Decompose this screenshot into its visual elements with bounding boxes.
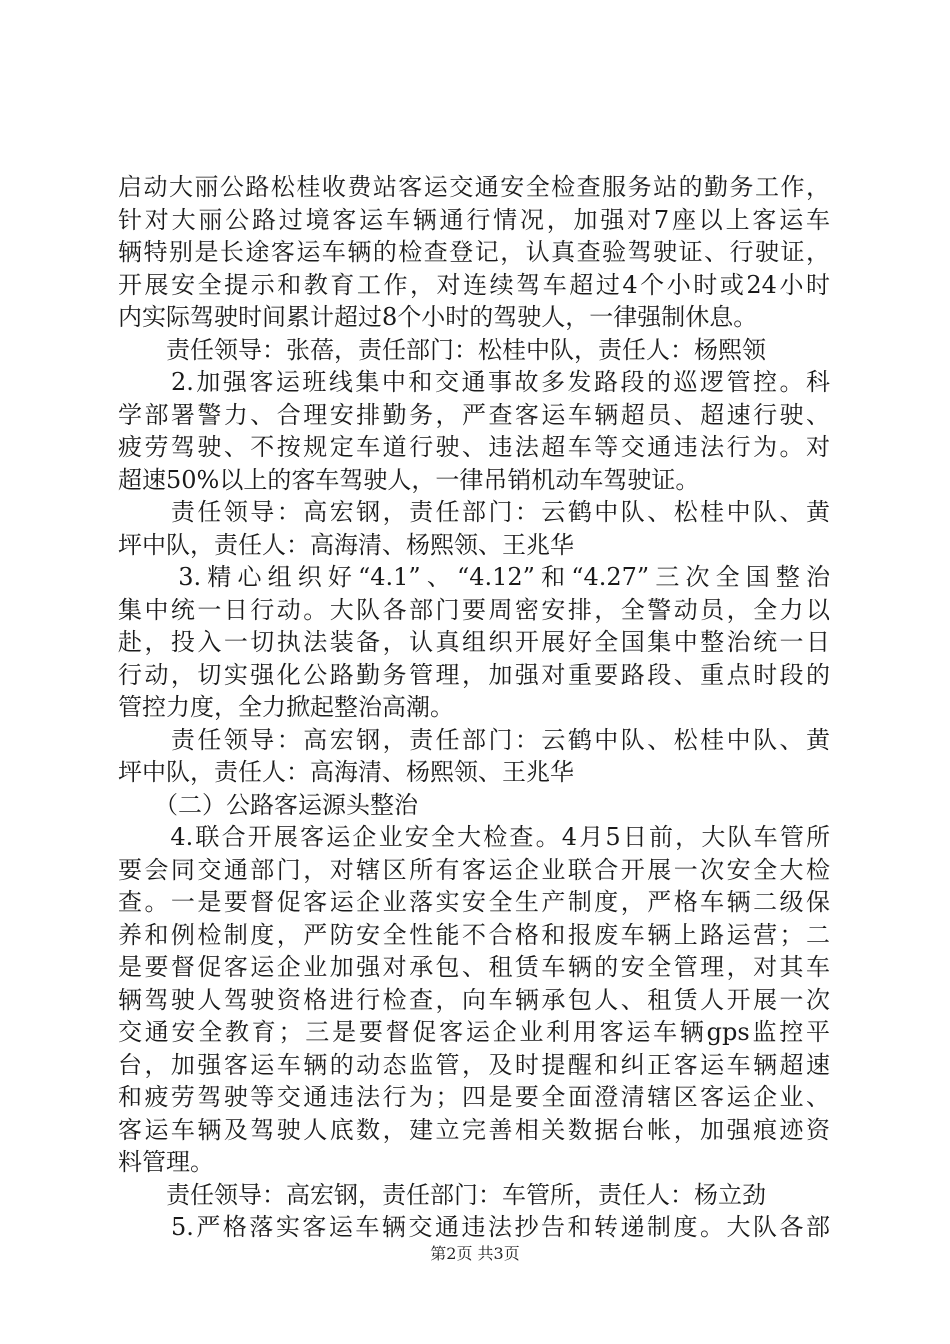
responsibility-line: 坪中队，责任人：高海清、杨熙领、王兆华 <box>118 758 574 786</box>
text-line: 学部署警力、合理安排勤务，严查客运车辆超员、超速行驶、 <box>118 400 830 429</box>
text-line: 交通安全教育；三是要督促客运企业利用客运车辆gps监控平 <box>118 1018 830 1046</box>
text-line: 超速50%以上的客车驾驶人，一律吊销机动车驾驶证。 <box>118 465 700 494</box>
text-line: 客运车辆及驾驶人底数，建立完善相关数据台帐，加强痕迹资 <box>118 1115 830 1144</box>
text-line: 辆特别是长途客运车辆的检查登记，认真查验驾驶证、行驶证， <box>118 238 830 266</box>
text-line: 3.精心组织好“4.1”、“4.12”和“4.27”三次全国整治 <box>118 563 830 591</box>
text-line: 4.联合开展客运企业安全大检查。4月5日前，大队车管所 <box>118 823 830 851</box>
responsibility-line: 责任领导：高宏钢，责任部门：云鹤中队、松桂中队、黄 <box>118 498 830 526</box>
text-line: 5.严格落实客运车辆交通违法抄告和转递制度。大队各部 <box>118 1213 830 1241</box>
responsibility-line: 责任领导：高宏钢，责任部门：云鹤中队、松桂中队、黄 <box>118 725 830 754</box>
text-line: 养和例检制度，严防安全性能不合格和报废车辆上路运营；二 <box>118 920 830 949</box>
text-line: 启动大丽公路松桂收费站客运交通安全检查服务站的勤务工作， <box>118 173 830 201</box>
responsibility-line: 责任领导：张蓓，责任部门：松桂中队，责任人：杨熙领 <box>118 335 766 364</box>
text-line: 辆驾驶人驾驶资格进行检查，向车辆承包人、租赁人开展一次 <box>118 985 830 1014</box>
text-line: 管控力度，全力掀起整治高潮。 <box>118 693 454 721</box>
text-line: 疲劳驾驶、不按规定车道行驶、违法超车等交通违法行为。对 <box>118 433 830 461</box>
text-line: 赴，投入一切执法装备，认真组织开展好全国集中整治统一日 <box>118 628 830 656</box>
section-heading: （二）公路客运源头整治 <box>118 790 418 819</box>
text-line: 是要督促客运企业加强对承包、租赁车辆的安全管理，对其车 <box>118 953 830 981</box>
text-line: 行动，切实强化公路勤务管理，加强对重要路段、重点时段的 <box>118 660 830 689</box>
text-line: 台，加强客运车辆的动态监管，及时提醒和纠正客运车辆超速 <box>118 1050 830 1079</box>
responsibility-line: 责任领导：高宏钢，责任部门：车管所，责任人：杨立劲 <box>118 1180 766 1209</box>
text-line: 针对大丽公路过境客运车辆通行情况，加强对7座以上客运车 <box>118 205 830 234</box>
text-line: 开展安全提示和教育工作，对连续驾车超过4个小时或24小时 <box>118 270 830 299</box>
text-line: 查。一是要督促客运企业落实安全生产制度，严格车辆二级保 <box>118 888 830 916</box>
text-line: 内实际驾驶时间累计超过8个小时的驾驶人，一律强制休息。 <box>118 303 758 331</box>
text-line: 集中统一日行动。大队各部门要周密安排，全警动员，全力以 <box>118 595 830 624</box>
text-line: 料管理。 <box>118 1148 214 1176</box>
responsibility-line: 坪中队，责任人：高海清、杨熙领、王兆华 <box>118 530 574 559</box>
page-number-footer: 第2页 共3页 <box>430 1244 520 1263</box>
document-body <box>118 171 830 1244</box>
text-line: 和疲劳驾驶等交通违法行为；四是要全面澄清辖区客运企业、 <box>118 1083 830 1111</box>
text-line: 2.加强客运班线集中和交通事故多发路段的巡逻管控。科 <box>118 368 830 396</box>
text-line: 要会同交通部门，对辖区所有客运企业联合开展一次安全大检 <box>118 855 830 884</box>
